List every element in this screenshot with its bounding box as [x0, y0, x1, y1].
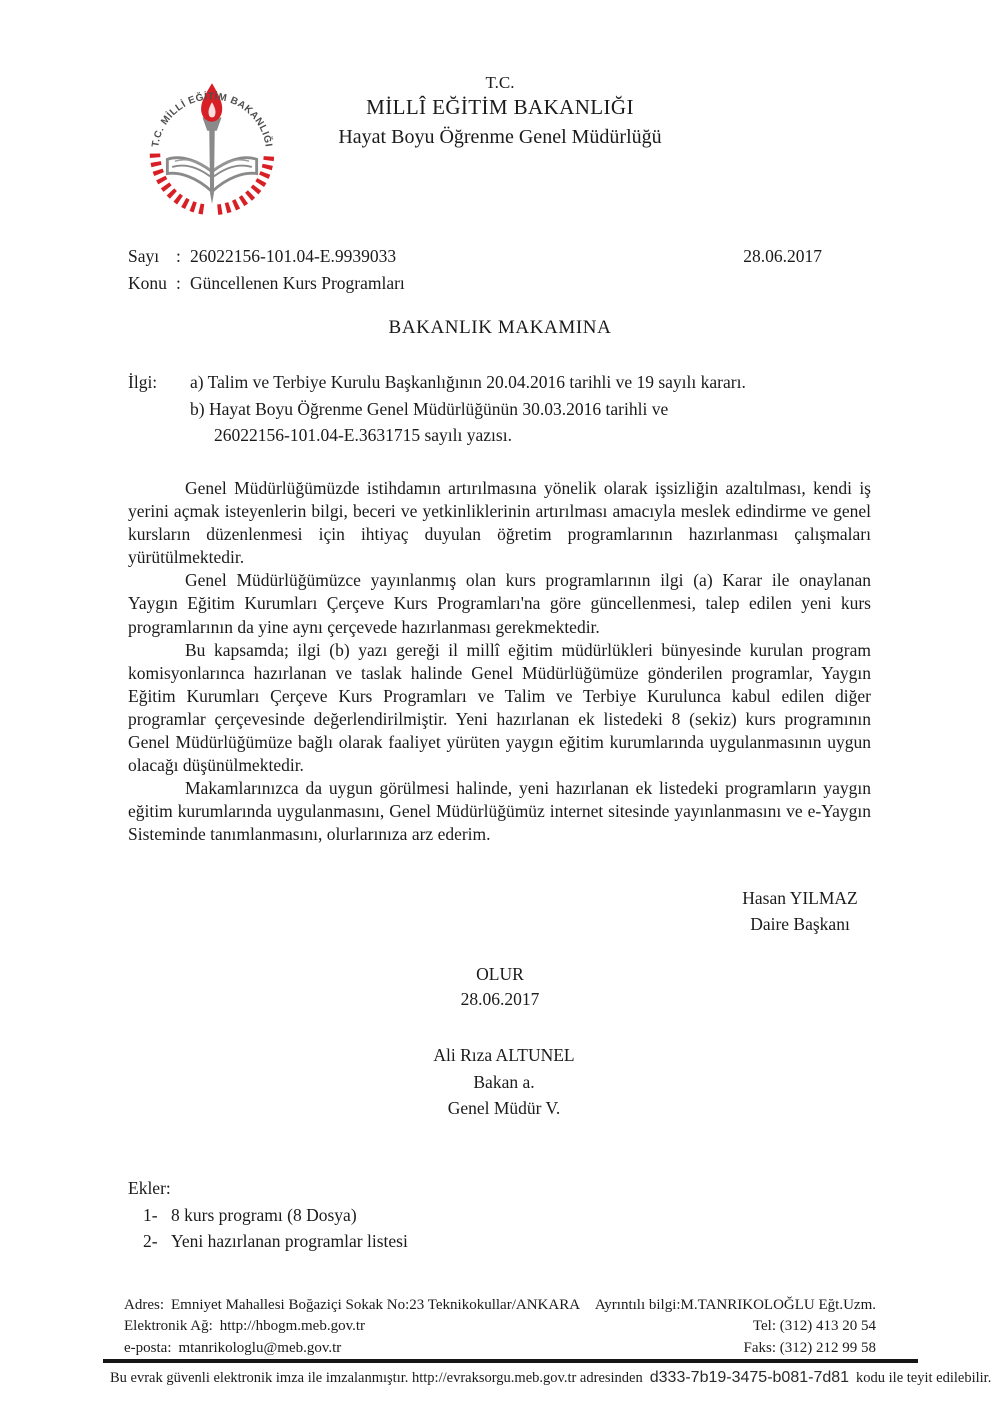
body-paragraph-2: Genel Müdürlüğümüzce yayınlanmış olan kurs programlarının ilgi (a) Karar ile onaylanan Yaygın Eğitim Kurumları Çerçeve Kurs Programları'na göre güncellenmesi, talep edilen yeni kurs programlarının da yine aynı çerçevede hazırlanması gerekmektedir.	[128, 570, 871, 637]
fax-number: Faks: (312) 212 99 58	[743, 1339, 876, 1356]
email-value: mtanrikologlu@meb.gov.tr	[178, 1339, 342, 1356]
addressee-line: BAKANLIK MAKAMINA	[388, 317, 612, 338]
approver-title-2: Genel Müdür V.	[447, 1098, 561, 1118]
konu-value: Güncellenen Kurs Programları	[190, 273, 405, 293]
signature-block-2	[128, 1042, 880, 1122]
konu-row	[128, 270, 870, 297]
attachment-2-text: Yeni hazırlanan programlar listesi	[171, 1231, 408, 1251]
contact-person: Ayrıntılı bilgi:M.TANRIKOLOĞLU Eğt.Uzm.	[594, 1297, 876, 1313]
address-label: Adres:	[124, 1297, 164, 1313]
republic-title: T.C.	[485, 73, 515, 92]
attachment-item-2	[143, 1228, 408, 1255]
approval-date: 28.06.2017	[460, 989, 540, 1009]
footer-address-row	[124, 1295, 876, 1316]
reference-label: İlgi:	[128, 372, 158, 392]
footer-contact-block	[124, 1295, 876, 1359]
email-label: e-posta:	[124, 1339, 172, 1356]
konu-label: Konu	[128, 273, 167, 293]
attachments-label: Ekler:	[128, 1178, 171, 1198]
letterhead	[0, 72, 1000, 150]
approver-name: Ali Rıza ALTUNEL	[433, 1045, 575, 1065]
signer-name: Hasan YILMAZ	[742, 888, 858, 908]
reference-items	[190, 369, 870, 449]
verification-code: d333-7b19-3475-b081-7d81	[649, 1369, 850, 1386]
body-paragraph-1: Genel Müdürlüğümüzde istihdamın artırılmasına yönelik olarak işsizliğin azaltılması, kendi iş yerini açmak isteyenlerin bilgi, beceri ve yetkinliklerinin artırılması amacıyla meslek edindirme ve genel kursların düzenlenmesi için ihtiyaç duyulan öğretim programlarının hazırlanması çalışmaları yürütülmektedir.	[128, 478, 871, 568]
reference-block	[128, 369, 870, 449]
signature-block-1	[718, 886, 882, 937]
attachment-1-number: 1-	[143, 1204, 158, 1225]
approval-block	[128, 962, 872, 1012]
konu-colon: :	[176, 273, 181, 293]
verification-text-before: Bu evrak güvenli elektronik imza ile imzalanmıştır. http://evraksorgu.meb.gov.tr adresinden	[110, 1370, 643, 1386]
sayi-colon: :	[176, 246, 181, 266]
verification-line	[110, 1368, 992, 1388]
sayi-label: Sayı	[128, 246, 160, 266]
sayi-row	[128, 243, 870, 270]
attachments-block	[128, 1175, 408, 1255]
approver-title-1: Bakan a.	[473, 1071, 535, 1092]
body-paragraph-4: Makamlarınızca da uygun görülmesi halinde, yeni hazırlanan ek listedeki programların yaygın eğitim kurumlarında uygulanmasını, Genel Müdürlüğümüz internet sitesinde yayınlanmasını ve e-Yaygın Sisteminde tanımlanmasını, olurlarınıza arz ederim.	[128, 778, 871, 845]
directorate-title: Hayat Boyu Öğrenme Genel Müdürlüğü	[338, 126, 662, 148]
reference-item-b-continuation: 26022156-101.04-E.3631715 sayılı yazısı.	[214, 425, 512, 445]
document-meta	[128, 243, 870, 297]
logo-arc-text: T.C. MİLLİ EĞİTİM BAKANLIĞI	[150, 91, 274, 148]
letter-body	[128, 477, 871, 847]
verification-text-after: kodu ile teyit edilebilir.	[856, 1370, 992, 1386]
web-value: http://hbogm.meb.gov.tr	[219, 1318, 366, 1335]
body-paragraph-3: Bu kapsamda; ilgi (b) yazı gereği il millî eğitim müdürlükleri bünyesinde kurulan program komisyonlarınca hazırlanan ve taslak halinde Genel Müdürlüğümüze gönderilen programlar, Yaygın Eğitim Kurumları Çerçeve Kurs Programları ve Talim ve Terbiye Kurulunca kabul edilen diğer programlar çerçevesinde değerlendirilmiştir. Yeni hazırlanan ek listedeki 8 (sekiz) kurs programının Genel Müdürlüğümüze bağlı olarak faaliyet yürüten yaygın eğitim kurumlarında uygulanmasının uygun olacağı düşünülmektedir.	[128, 639, 871, 776]
web-label: Elektronik Ağ:	[124, 1318, 213, 1335]
signer-title: Daire Başkanı	[750, 913, 850, 934]
attachment-2-number: 2-	[143, 1231, 158, 1251]
footer-divider	[103, 1359, 918, 1363]
attachment-item-1	[143, 1202, 408, 1229]
footer-web-row	[124, 1316, 876, 1337]
address-value: Emniyet Mahallesi Boğaziçi Sokak No:23 Teknikokullar/ANKARA	[171, 1297, 581, 1313]
sayi-value: 26022156-101.04-E.9939033	[190, 246, 397, 266]
reference-item-b: b) Hayat Boyu Öğrenme Genel Müdürlüğünün 30.03.2016 tarihli ve	[190, 398, 669, 419]
approval-olur: OLUR	[476, 964, 524, 984]
phone-number: Tel: (312) 413 20 54	[752, 1318, 876, 1335]
ministry-title: MİLLÎ EĞİTİM BAKANLIĞI	[366, 95, 634, 119]
attachment-1-text: 8 kurs programı (8 Dosya)	[171, 1204, 357, 1225]
footer-email-row	[124, 1338, 876, 1359]
document-date: 28.06.2017	[743, 246, 822, 266]
reference-item-a: a) Talim ve Terbiye Kurulu Başkanlığının 20.04.2016 tarihli ve 19 sayılı kararı.	[190, 372, 746, 392]
